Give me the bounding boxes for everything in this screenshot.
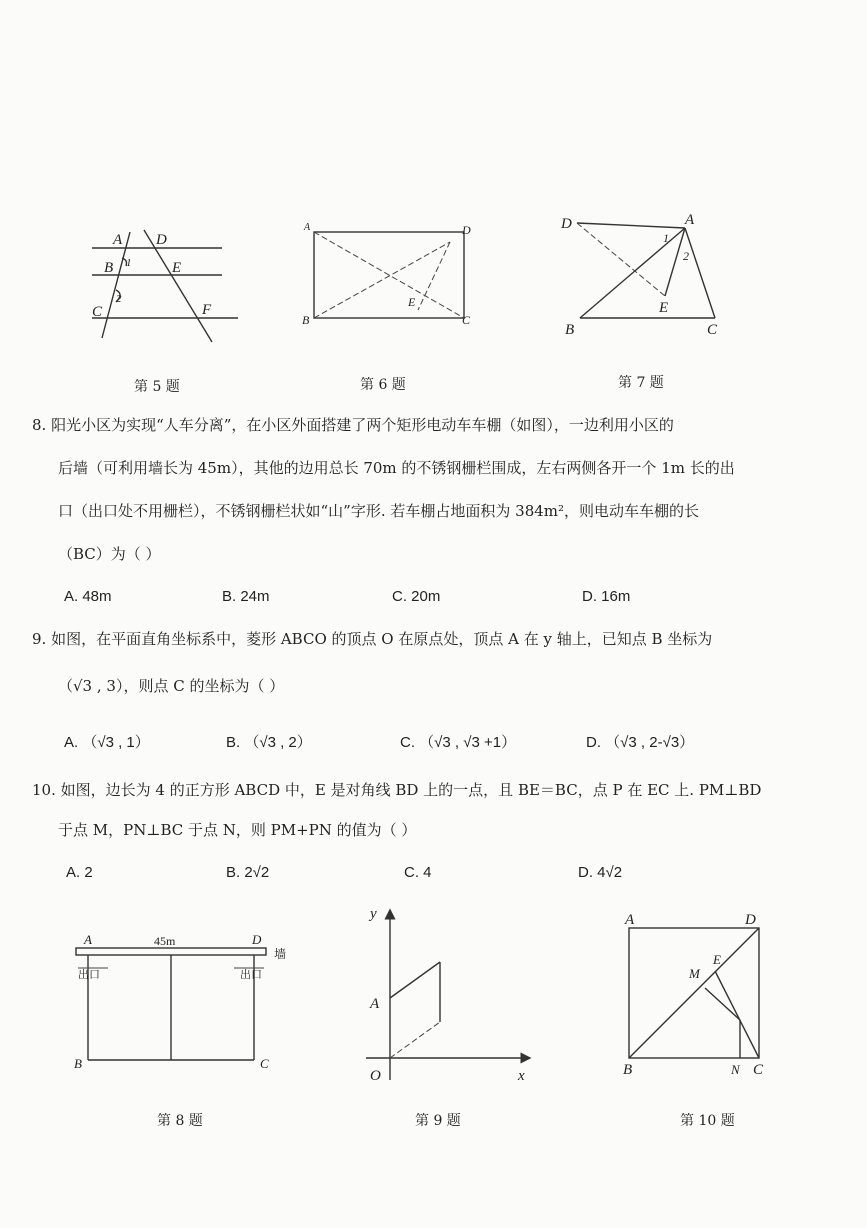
label-B: B xyxy=(623,1062,633,1078)
label-A: A xyxy=(370,996,380,1012)
figure-9 xyxy=(360,900,540,1090)
label-C: C xyxy=(92,304,103,320)
label-A: A xyxy=(84,932,92,947)
label-B: B xyxy=(302,313,310,327)
label-y: y xyxy=(370,906,377,922)
q9-option-a: A. （√3 , 1） xyxy=(64,734,150,751)
angle-2: 2 xyxy=(116,293,122,305)
label-wall: 墙 xyxy=(274,947,287,961)
label-E: E xyxy=(172,260,182,276)
label-D: D xyxy=(156,232,167,248)
q8-line-3: 口（出口处不用栅栏），不锈钢栅栏状如“山”字形. 若车棚占地面积为 384m²，则电动车车棚的长 xyxy=(58,502,700,520)
q10-option-d: D. 4√2 xyxy=(578,864,623,881)
label-A: A xyxy=(304,222,311,233)
label-x: x xyxy=(518,1068,525,1084)
label-E: E xyxy=(408,295,416,309)
label-D: D xyxy=(561,216,572,232)
q10-line-1: 10. 如图，边长为 4 的正方形 ABCD 中，E 是对角线 BD 上的一点，且 BE＝BC，点 P 在 EC 上. PM⊥BD xyxy=(32,781,762,799)
label-D: D xyxy=(745,912,756,928)
label-A: A xyxy=(113,232,123,248)
figure-8 xyxy=(68,930,298,1075)
label-N: N xyxy=(731,1062,740,1077)
q10-option-b: B. 2√2 xyxy=(226,864,270,881)
label-45m: 45m xyxy=(154,934,176,948)
figure-6 xyxy=(300,220,480,330)
label-exit-right: 出口 xyxy=(240,969,262,981)
label-B: B xyxy=(565,322,575,338)
q8-line-2: 后墙（可利用墙长为 45m），其他的边用总长 70m 的不锈钢栅栏围成，左右两侧各开一个 1m 长的出 xyxy=(58,459,735,477)
label-M: M xyxy=(689,966,700,981)
q10-option-c: C. 4 xyxy=(404,864,432,881)
q8-option-a: A. 48m xyxy=(64,588,112,605)
q8-option-b: B. 24m xyxy=(222,588,270,605)
caption-fig6: 第 6 题 xyxy=(360,377,406,393)
label-C: C xyxy=(462,313,471,327)
q8-line-1: 8. 阳光小区为实现“人车分离”，在小区外面搭建了两个矩形电动车车棚（如图），一边利用小区的 xyxy=(32,416,674,434)
q8-option-c: C. 20m xyxy=(392,588,441,605)
caption-fig5: 第 5 题 xyxy=(134,379,180,395)
angle-2: 2 xyxy=(683,249,689,263)
q10-line-2: 于点 M，PN⊥BC 于点 N，则 PM+PN 的值为（ ） xyxy=(58,821,417,839)
label-E: E xyxy=(713,952,721,967)
caption-fig8: 第 8 题 xyxy=(157,1113,203,1129)
caption-fig10: 第 10 题 xyxy=(680,1113,735,1129)
q10-option-a: A. 2 xyxy=(66,864,93,881)
label-exit-left: 出口 xyxy=(78,969,100,981)
q9-line-2: （√3 , 3），则点 C 的坐标为（ ） xyxy=(58,677,285,695)
caption-fig9: 第 9 题 xyxy=(415,1113,461,1129)
label-A: A xyxy=(625,912,635,928)
caption-fig7: 第 7 题 xyxy=(618,375,664,391)
label-B: B xyxy=(74,1056,82,1071)
q9-option-c: C. （√3 , √3 +1） xyxy=(400,734,517,751)
q9-line-1: 9. 如图，在平面直角坐标系中，菱形 ABCO 的顶点 O 在原点处，顶点 A 在 y 轴上，已知点 B 坐标为 xyxy=(32,630,713,648)
figure-5 xyxy=(80,220,240,350)
label-D: D xyxy=(252,932,262,947)
label-A: A xyxy=(685,212,695,228)
label-O: O xyxy=(370,1068,381,1084)
label-E: E xyxy=(659,300,669,316)
label-C: C xyxy=(753,1062,764,1078)
q9-option-b: B. （√3 , 2） xyxy=(226,734,312,751)
q9-option-d: D. （√3 , 2-√3） xyxy=(586,734,695,751)
figure-7 xyxy=(555,210,730,340)
label-C: C xyxy=(260,1056,269,1071)
angle-1: 1 xyxy=(663,231,669,245)
figure-10 xyxy=(615,908,790,1078)
angle-1: 1 xyxy=(126,257,132,269)
label-B: B xyxy=(104,260,114,276)
label-F: F xyxy=(202,302,212,318)
label-C: C xyxy=(707,322,718,338)
label-D: D xyxy=(462,223,471,237)
q8-line-4: （BC）为（ ） xyxy=(58,545,161,563)
q8-option-d: D. 16m xyxy=(582,588,631,605)
